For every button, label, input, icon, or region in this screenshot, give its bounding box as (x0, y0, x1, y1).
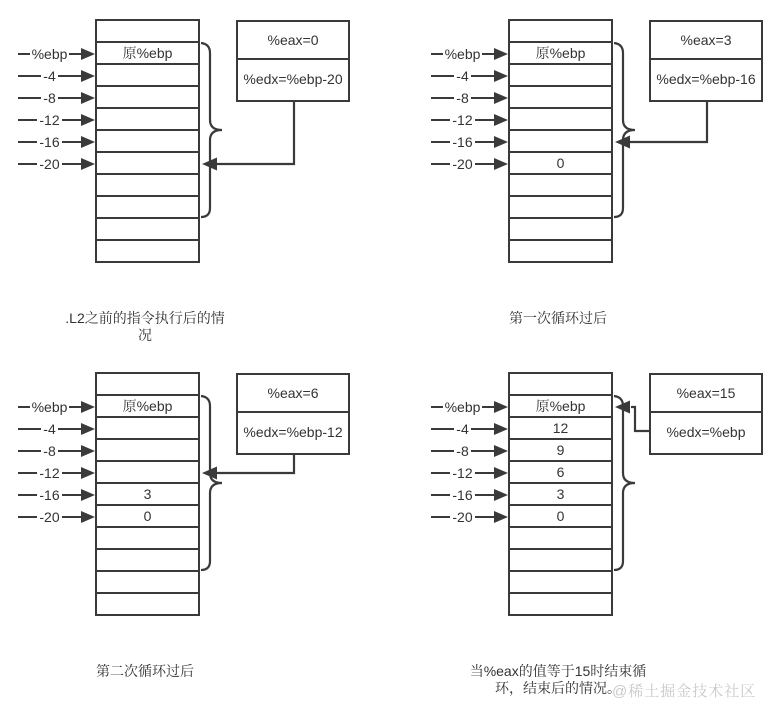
edx-value: %edx=%ebp-12 (243, 424, 343, 440)
offset-label--4 (431, 420, 508, 438)
label-text: -12 (39, 112, 60, 128)
panel-before-L2 (0, 0, 392, 366)
label-line (62, 516, 81, 518)
label-text: %ebp (444, 399, 481, 415)
caption-line-1: 第二次循环过后 (96, 663, 194, 679)
label-text: -12 (452, 465, 473, 481)
site-watermark: @稀土掘金技术社区 (612, 683, 757, 700)
offset-label--16 (431, 133, 508, 151)
label-line (431, 428, 454, 430)
panel-after-second-loop (0, 353, 392, 719)
stack-cell-7 (97, 175, 198, 197)
stack-cell-6: 0 (510, 506, 611, 528)
offset-label--20 (18, 155, 95, 173)
label-line (431, 472, 450, 474)
register-box (649, 373, 763, 455)
stack-cell-0 (510, 374, 611, 396)
label-line (18, 97, 41, 99)
panel-after-first-loop (413, 0, 783, 366)
label-line (431, 119, 450, 121)
label-line (471, 75, 494, 77)
label-line (18, 53, 30, 55)
label-line (69, 53, 81, 55)
label-line (18, 141, 37, 143)
label-line (482, 53, 494, 55)
caption-line-1: 当%eax的值等于15时结束循 (469, 663, 647, 679)
label-text: -16 (452, 134, 473, 150)
stack-cell-10 (97, 241, 198, 263)
caption-line-2: 环，结束后的情况。 (495, 680, 621, 696)
stack-cell-10 (510, 594, 611, 616)
label-text: -20 (39, 509, 60, 525)
label-line (18, 406, 30, 408)
stack-diagram (508, 372, 613, 616)
stack-cell-1: 原%ebp (510, 43, 611, 65)
arrowhead-icon (494, 70, 508, 82)
label-text: -12 (452, 112, 473, 128)
arrowhead-icon (494, 92, 508, 104)
arrowhead-icon (494, 158, 508, 170)
stack-cell-5 (97, 131, 198, 153)
label-text: %ebp (31, 46, 68, 62)
label-line (471, 428, 494, 430)
stack-cell-0 (97, 21, 198, 43)
stack-cell-1: 原%ebp (97, 396, 198, 418)
label-line (62, 163, 81, 165)
label-line (475, 119, 494, 121)
stack-cell-1: 原%ebp (97, 43, 198, 65)
label-text: -4 (43, 421, 56, 437)
label-line (58, 450, 81, 452)
label-line (18, 119, 37, 121)
eax-value: %eax=0 (238, 22, 348, 60)
arrowhead-icon (494, 114, 508, 126)
stack-cell-8 (97, 197, 198, 219)
offset-label-ebp (18, 45, 95, 63)
label-line (18, 450, 41, 452)
panel-loop-end (413, 353, 783, 719)
label-text: -8 (456, 443, 469, 459)
stack-cell-10 (510, 241, 611, 263)
register-box (236, 20, 350, 102)
offset-label--8 (431, 442, 508, 460)
stack-cell-5 (510, 131, 611, 153)
label-line (475, 141, 494, 143)
stack-cell-8 (510, 197, 611, 219)
label-line (431, 450, 454, 452)
offset-label--4 (431, 67, 508, 85)
arrowhead-icon (494, 445, 508, 457)
panel-caption (10, 663, 280, 680)
stack-cell-3 (97, 87, 198, 109)
panel-caption (10, 310, 280, 344)
arrowhead-icon (81, 114, 95, 126)
label-text: %ebp (31, 399, 68, 415)
eax-value: %eax=15 (651, 375, 761, 413)
stack-cell-10 (97, 594, 198, 616)
stack-cell-3: 9 (510, 440, 611, 462)
stack-cell-9 (97, 572, 198, 594)
offset-label--12 (18, 464, 95, 482)
stack-cell-2 (97, 65, 198, 87)
label-line (58, 428, 81, 430)
arrowhead-icon (494, 511, 508, 523)
stack-cell-7 (510, 528, 611, 550)
arrowhead-icon (81, 401, 95, 413)
label-text: -4 (43, 68, 56, 84)
stack-diagram (95, 19, 200, 263)
label-text: -20 (39, 156, 60, 172)
offset-label--20 (431, 508, 508, 526)
stack-cell-1: 原%ebp (510, 396, 611, 418)
stack-cell-4 (510, 109, 611, 131)
offset-label-ebp (18, 398, 95, 416)
label-line (482, 406, 494, 408)
caption-line-2: 况 (138, 327, 152, 343)
offset-label--8 (18, 442, 95, 460)
label-line (18, 75, 41, 77)
label-line (62, 494, 81, 496)
stack-cell-3 (97, 440, 198, 462)
arrowhead-icon (494, 423, 508, 435)
label-text: -12 (39, 465, 60, 481)
arrowhead-icon (81, 70, 95, 82)
label-text: %ebp (444, 46, 481, 62)
offset-label--12 (431, 111, 508, 129)
label-line (475, 494, 494, 496)
label-text: -16 (39, 487, 60, 503)
label-line (471, 450, 494, 452)
label-line (18, 163, 37, 165)
stack-cell-4 (97, 462, 198, 484)
stack-cell-2 (97, 418, 198, 440)
eax-value: %eax=6 (238, 375, 348, 413)
label-line (431, 494, 450, 496)
stack-cell-4: 6 (510, 462, 611, 484)
arrowhead-icon (494, 467, 508, 479)
stack-cell-2 (510, 65, 611, 87)
offset-label--4 (18, 67, 95, 85)
arrowhead-icon (494, 489, 508, 501)
label-line (431, 516, 450, 518)
label-line (431, 75, 454, 77)
label-line (471, 97, 494, 99)
offset-label--8 (18, 89, 95, 107)
offset-label--4 (18, 420, 95, 438)
label-text: -4 (456, 421, 469, 437)
label-text: -20 (452, 509, 473, 525)
offset-label--16 (431, 486, 508, 504)
panel-caption (423, 310, 693, 327)
offset-label--8 (431, 89, 508, 107)
label-line (18, 472, 37, 474)
arrowhead-icon (81, 158, 95, 170)
stack-cell-8 (510, 550, 611, 572)
caption-line-1: 第一次循环过后 (509, 310, 607, 326)
caption-line-1: .L2之前的指令执行后的情 (65, 310, 225, 326)
offset-label--20 (18, 508, 95, 526)
arrowhead-icon (81, 136, 95, 148)
arrowhead-icon (81, 511, 95, 523)
arrowhead-icon (494, 136, 508, 148)
stack-cell-5: 3 (510, 484, 611, 506)
stack-cell-3 (510, 87, 611, 109)
stack-cell-9 (97, 219, 198, 241)
offset-label--20 (431, 155, 508, 173)
label-line (431, 97, 454, 99)
label-text: -20 (452, 156, 473, 172)
label-line (475, 472, 494, 474)
label-line (62, 141, 81, 143)
eax-value: %eax=3 (651, 22, 761, 60)
label-line (18, 516, 37, 518)
label-line (475, 516, 494, 518)
stack-cell-8 (97, 550, 198, 572)
offset-label-ebp (431, 45, 508, 63)
label-line (58, 97, 81, 99)
offset-label--12 (18, 111, 95, 129)
label-text: -8 (456, 90, 469, 106)
offset-label-ebp (431, 398, 508, 416)
stack-cell-2: 12 (510, 418, 611, 440)
label-text: -16 (452, 487, 473, 503)
arrowhead-icon (81, 489, 95, 501)
label-line (431, 163, 450, 165)
edx-value: %edx=%ebp (666, 424, 746, 440)
stack-cell-6 (97, 153, 198, 175)
label-text: -4 (456, 68, 469, 84)
label-text: -8 (43, 90, 56, 106)
label-line (18, 428, 41, 430)
stack-diagram (508, 19, 613, 263)
arrowhead-icon (81, 92, 95, 104)
offset-label--12 (431, 464, 508, 482)
label-text: -16 (39, 134, 60, 150)
label-line (62, 119, 81, 121)
stack-cell-7 (97, 528, 198, 550)
offset-label--16 (18, 486, 95, 504)
arrowhead-icon (494, 401, 508, 413)
stack-cell-4 (97, 109, 198, 131)
label-line (62, 472, 81, 474)
stack-cell-6: 0 (97, 506, 198, 528)
label-line (58, 75, 81, 77)
stack-cell-9 (510, 219, 611, 241)
label-line (69, 406, 81, 408)
arrowhead-icon (81, 423, 95, 435)
stack-cell-6: 0 (510, 153, 611, 175)
edx-value: %edx=%ebp-16 (656, 71, 756, 87)
register-box (236, 373, 350, 455)
label-line (431, 141, 450, 143)
arrowhead-icon (81, 445, 95, 457)
stack-cell-5: 3 (97, 484, 198, 506)
offset-label--16 (18, 133, 95, 151)
arrowhead-icon (81, 467, 95, 479)
stack-cell-7 (510, 175, 611, 197)
stack-cell-9 (510, 572, 611, 594)
arrowhead-icon (81, 48, 95, 60)
label-line (18, 494, 37, 496)
label-text: -8 (43, 443, 56, 459)
label-line (431, 406, 443, 408)
label-line (475, 163, 494, 165)
edx-value: %edx=%ebp-20 (243, 71, 343, 87)
stack-diagram (95, 372, 200, 616)
stack-cell-0 (97, 374, 198, 396)
register-box (649, 20, 763, 102)
label-line (431, 53, 443, 55)
arrowhead-icon (494, 48, 508, 60)
stack-cell-0 (510, 21, 611, 43)
